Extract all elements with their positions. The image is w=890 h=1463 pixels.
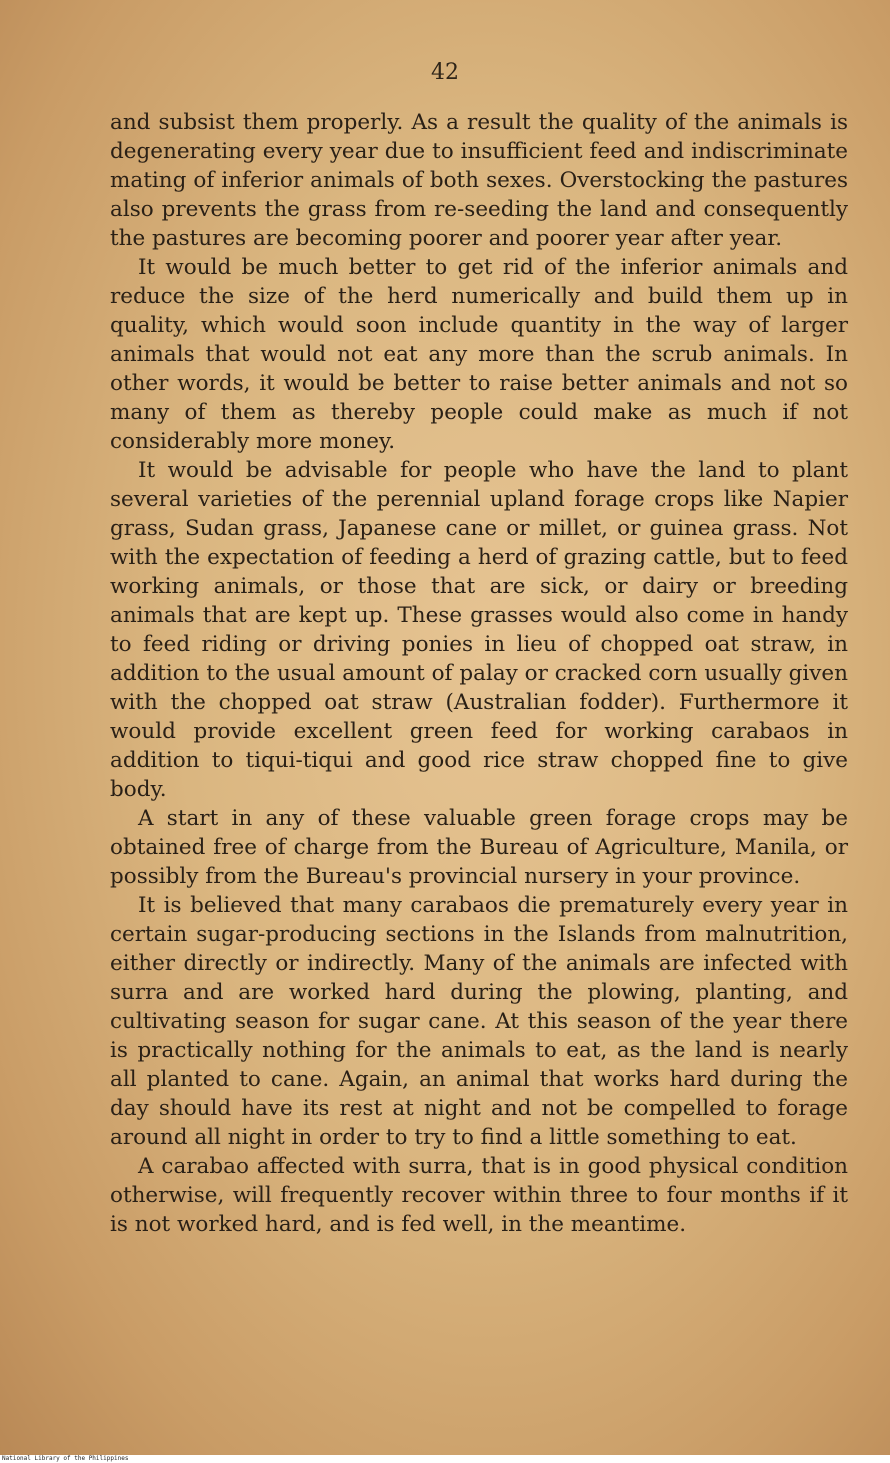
paragraph-4: A start in any of these valuable green forage crops may be obtained free of charge from the Bureau of Agriculture, Manila, or possibly from the Bureau's provincial nursery in your province. (110, 806, 848, 889)
footer-strip (0, 1455, 890, 1463)
page-number: 42 (431, 60, 459, 85)
paragraph-5: It is believed that many carabaos die prematurely every year in certain sugar-producing sections in the Islands from malnutrition, either directly or indirectly. Many of the animals are infected with surra and are worked hard during the plowing, planting, and cultivating season for sugar cane. At this season of the year there is practically nothing for the animals to eat, as the land is nearly all planted to cane. Again, an animal that works hard during the day should have its rest at night and not be compelled to forage around all night in order to try to find a little something to eat. (110, 893, 848, 1150)
paragraph-6: A carabao affected with surra, that is in good physical condition otherwise, will frequently recover within three to four months if it is not worked hard, and is fed well, in the meantime. (110, 1154, 848, 1237)
paragraph-1: and subsist them properly. As a result the quality of the animals is degenerating every year due to insufficient feed and indiscriminate mating of inferior animals of both sexes. Overstocking the pastures also prevents the grass from re-seeding the land and consequently the pastures are becoming poorer and poorer year after year. (110, 110, 848, 251)
library-credit: National Library of the Philippines (2, 1455, 129, 1462)
paragraph-3: It would be advisable for people who have the land to plant several varieties of the perennial upland forage crops like Napier grass, Sudan grass, Japanese cane or millet, or guinea grass. Not with the expectation of feeding a herd of grazing cattle, but to feed working animals, or those that are sick, or dairy or breeding animals that are kept up. These grasses would also come in handy to feed riding or driving ponies in lieu of chopped oat straw, in addition to the usual amount of palay or cracked corn usually given with the chopped oat straw (Australian fodder). Furthermore it would provide excellent green feed for working carabaos in addition to tiqui-tiqui and good rice straw chopped fine to give body. (110, 458, 848, 802)
paragraph-2: It would be much better to get rid of the inferior animals and reduce the size of the herd numerically and build them up in quality, which would soon include quantity in the way of larger animals that would not eat any more than the scrub animals. In other words, it would be better to raise better animals and not so many of them as thereby people could make as much if not considerably more money. (110, 255, 848, 454)
body-text (110, 108, 848, 1239)
